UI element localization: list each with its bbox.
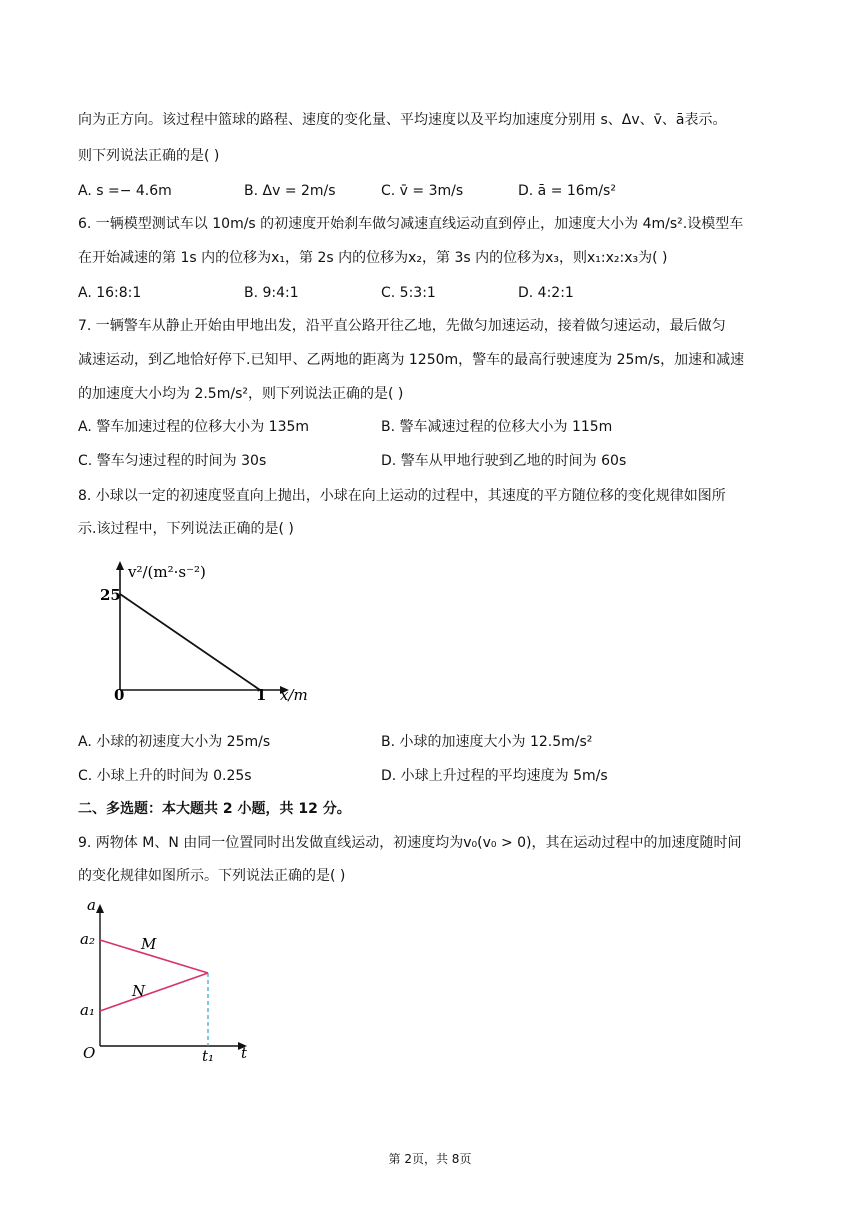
q9-a1-label: a₁	[80, 1001, 95, 1019]
q8-y-arrow	[116, 561, 124, 570]
q5-line2: 则下列说法正确的是( )	[78, 148, 220, 164]
q9-line2: 的变化规律如图所示。下列说法正确的是( )	[78, 868, 346, 884]
page-footer: 第 2页，共 8页	[388, 1152, 472, 1166]
q8-option-c: C. 小球上升的时间为 0.25s	[78, 768, 252, 784]
q9-y-label: a	[87, 896, 96, 914]
q9-x-label: t	[241, 1044, 248, 1062]
q6-option-b: B. 9:4:1	[244, 285, 299, 301]
q7-option-a: A. 警车加速过程的位移大小为 135m	[78, 419, 310, 435]
q6-line1: 6. 一辆模型测试车以 10m/s 的初速度开始刹车做匀减速直线运动直到停止，加速度大小为 4m/s².设模型车	[78, 216, 744, 232]
q8-graph-line	[120, 594, 260, 690]
q8-line1: 8. 小球以一定的初速度竖直向上抛出，小球在向上运动的过程中，其速度的平方随位移的变化规律如图所	[78, 488, 726, 504]
q8-y-tick-25: 25	[100, 586, 121, 604]
q9-y-arrow	[96, 904, 104, 913]
q7-option-b: B. 警车减速过程的位移大小为 115m	[381, 419, 613, 435]
q5-option-a: A. s =− 4.6m	[78, 183, 172, 199]
q9-line-n	[100, 973, 208, 1011]
q7-line2: 减速运动，到乙地恰好停下.已知甲、乙两地的距离为 1250m，警车的最高行驶速度为 25m/s，加速和减速	[78, 352, 745, 368]
q9-graph	[75, 896, 265, 1066]
q8-option-b: B. 小球的加速度大小为 12.5m/s²	[381, 734, 593, 750]
q6-option-c: C. 5:3:1	[381, 285, 436, 301]
q5-line1: 向为正方向。该过程中篮球的路程、速度的变化量、平均速度以及平均加速度分别用 s、Δv、v̄、ā表示。	[78, 112, 727, 128]
q9-n-label: N	[132, 982, 146, 1000]
q9-t1-label: t₁	[202, 1047, 215, 1065]
q8-origin-label: 0	[114, 686, 125, 704]
q8-option-d: D. 小球上升过程的平均速度为 5m/s	[381, 768, 608, 784]
q8-y-label: v²/(m²·s⁻²)	[128, 563, 206, 581]
section-heading-multi-choice: 二、多选题：本大题共 2 小题，共 12 分。	[78, 801, 351, 817]
q5-option-d: D. ā = 16m/s²	[518, 183, 616, 199]
q9-origin-label: O	[83, 1044, 96, 1062]
q9-m-label: M	[141, 935, 157, 953]
q6-option-a: A. 16:8:1	[78, 285, 142, 301]
q5-option-c: C. v̄ = 3m/s	[381, 183, 464, 199]
q8-option-a: A. 小球的初速度大小为 25m/s	[78, 734, 271, 750]
q8-graph	[100, 555, 340, 705]
q8-x-label: x/m	[280, 686, 308, 704]
q7-option-c: C. 警车匀速过程的时间为 30s	[78, 453, 267, 469]
q7-option-d: D. 警车从甲地行驶到乙地的时间为 60s	[381, 453, 627, 469]
q9-a2-label: a₂	[80, 930, 95, 948]
q9-line1: 9. 两物体 M、N 由同一位置同时出发做直线运动，初速度均为v₀(v₀ > 0)，其在运动过程中的加速度随时间	[78, 835, 742, 851]
q5-option-b: B. Δv = 2m/s	[244, 183, 336, 199]
q6-option-d: D. 4:2:1	[518, 285, 574, 301]
q8-x-tick-1: 1	[256, 686, 267, 704]
q7-line3: 的加速度大小均为 2.5m/s²，则下列说法正确的是( )	[78, 386, 404, 402]
q7-line1: 7. 一辆警车从静止开始由甲地出发，沿平直公路开往乙地，先做匀加速运动，接着做匀速运动，最后做匀	[78, 318, 726, 334]
q8-line2: 示.该过程中，下列说法正确的是( )	[78, 521, 294, 537]
q6-line2: 在开始减速的第 1s 内的位移为x₁，第 2s 内的位移为x₂，第 3s 内的位移为x₃，则x₁:x₂:x₃为( )	[78, 250, 668, 266]
